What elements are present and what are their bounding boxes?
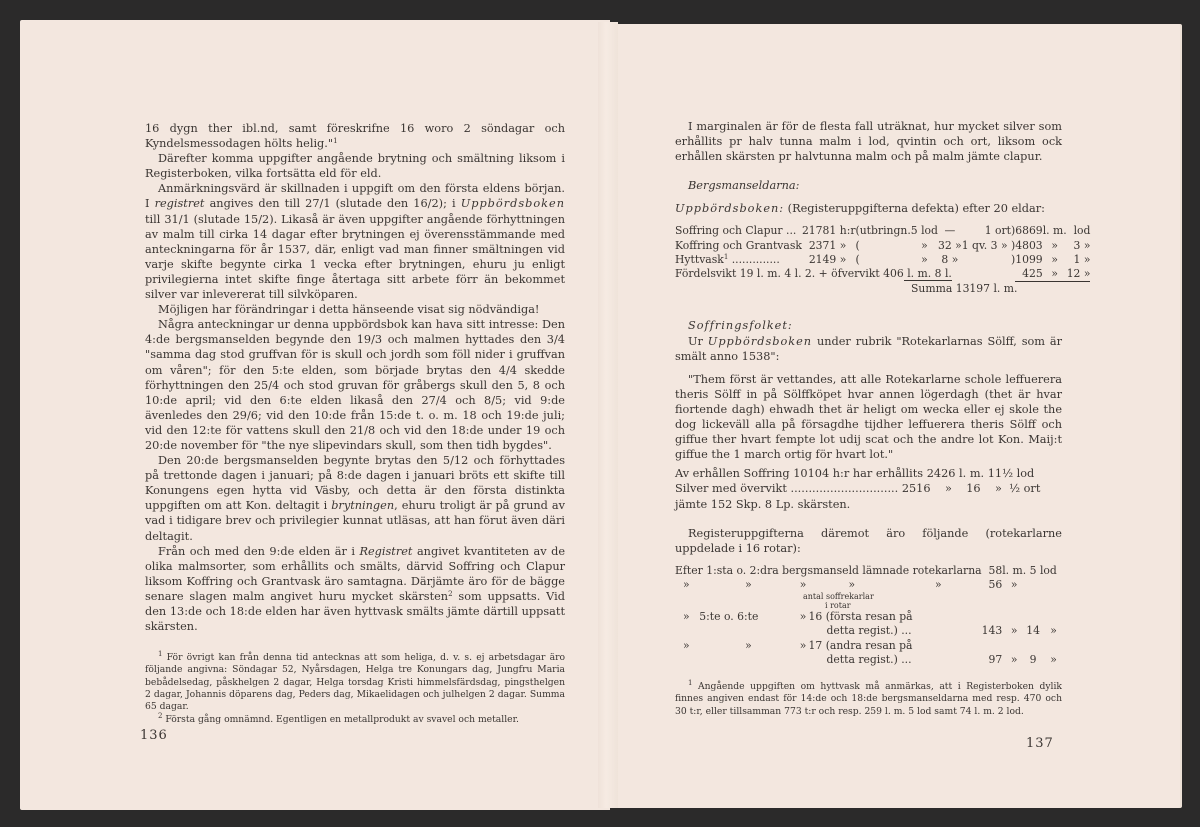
paragraph: Av erhållen Soffring 10104 h:r har erhållits 2426 l. m. 11½ lod: [675, 467, 1035, 481]
footnote: $^2$ Första gång omnämnd. Egentligen en metallprodukt av svavel och metaller.: [158, 711, 519, 725]
table-row: » 5:te o. 6:te » 16 (första resan på detta regist.) ... 143 » 14 »: [683, 610, 1057, 638]
paragraph: Några anteckningar ur denna uppbördsbok kan hava sitt intresse: Den 4:de bergsmanselden begynde den 19/3 och malmen hyttades den 3/4 "samma dag stod gruffvan för is skull och jordh som föll nider i gruffvan om våren"; för den 5:te elden, som började brytas den 4/4 skedde förhyttningen den 25/4 och stod gruvan för gråbergs skull den 5, 8 och 10:de april; vid den 6:te elden likaså den 27/4 och 8/5; vid 9:de ävenledes den 29/6; vid den 10:de från 15:de t. o. m. 18 och 19:de juli; vid den 12:te för vattens skull den 21/8 och vid den 18:de under 19 och 20:de november för "the nye slipevindars skull, som then tidh bygdes".: [145, 318, 565, 452]
summa-row: Summa 13197 l. m.: [911, 282, 1018, 296]
footnote: $^1$ Angående uppgiften om hyttvask må anmärkas, att i Registerboken dylik finnes angiven endast för 14:de och 18:de bergsmanseldarna med resp. 470 och 30 t:r, eller tillsamman 773 t:r och resp. 259 l. m. 5 lod samt 74 l. m. 2 lod.: [675, 679, 1062, 717]
right-page-text: [675, 119, 1091, 718]
quote: "Them först är vettandes, att alle Rotekarlarne schole leffuerera theris Sölff in på Sölffköpet hvar annen lögerdagh (thet är hvar fiortende dagh) ehwadh thet är heligt om wecka eller ej skole the dog lickeväll alla på försagdhe tijdher leffuerera theris Sölff och giffue ther hvart fempte lot udij scat och the andre lot Kon. Maij:t giffue the 1 march ortig för hvart lot.": [675, 372, 1062, 462]
page-number: 137: [1026, 736, 1054, 751]
paragraph: Anmärkningsvärd är skillnaden i uppgift om den första eldens början. I registret angives den till 27/1 (slutade den 16/2); i Uppbördsboken till 31/1 (slutade 15/2). Likaså är även uppgifter angående förhyttningen av malm till cirka 14 dagar efter brytningen ej överensstämmande med anteckningarna för år 1537, där, enligt vad man finner smältningen vid varje skifte begynte cirka 1 vecka efter brytningen, ehuru ju enligt privilegierna intet skifte finge återtaga sitt arbete förr än bekommet silver var inlevererat till silvköparen.: [145, 182, 565, 302]
section-heading: Bergsmanseldarna:: [688, 179, 800, 193]
paragraph: Den 20:de bergsmanselden begynte brytas den 5/12 och förhyttades på trettonde dagen i januari; på 8:de dagen i januari bröts ett skifte till Konungens egen hytta vid Väsby, och detta är den första distinkta uppgiften om att Kon. deltagit i brytningen, ehuru troligt är på grund av vad i tidigare brev och privilegier kunnat utläsas, att han förut även däri deltagit.: [145, 454, 566, 543]
paragraph: Uppbördsboken: (Registeruppgifterna defekta) efter 20 eldar:: [675, 202, 1045, 216]
table-row: » » » 17 (andra resan på detta regist.) ... 97 » 9 »: [683, 638, 1057, 666]
table-row: » » » » » 56 »: [683, 578, 1018, 591]
table-row: Hyttvask$^1$ .............. 2149 » ( » 8 » ) 1099 » 1 »: [675, 252, 1091, 266]
paragraph: Från och med den 9:de elden är i Registret angivet kvantiteten av de olika malmsorter, som erhållits och smälts, därvid Soffring och Clapur liksom Koffring och Grantvask äro samtagna. Därjämte äro för de bägge senare slagen malm angivet huru mycket skärsten$^2$ som uppsatts. Vid den 13:de och 18:de elden har även hyttvask smälts jämte därtill uppsatt skärsten.: [145, 544, 565, 634]
page-number: 136: [140, 728, 168, 743]
table-row: Koffring och Grantvask 2371 » ( » 32 » 1 qv. 3 » ) 4803 » 3 »: [675, 238, 1091, 252]
paragraph: Registeruppgifterna däremot äro följande (rotekarlarne uppdelade i 16 rotar):: [675, 526, 1062, 555]
register-table: [675, 564, 1057, 667]
left-page-text: [145, 121, 565, 726]
footnote: $^1$ För övrigt kan från denna tid antecknas att som heliga, d. v. s. ej arbetsdagar äro följande angivna: Söndagar 52, Nyårsdagen, Helga tre Konungars dag, Jungfru Maria bebådelsedag, påskhelgen 2 dagar, Helga torsdag Kristi himmelsfärdsdag, pingsthelgen 2 dagar, Johannis döparens dag, Peders dag, Mikaelidagen och julhelgen 2 dagar. Summa 65 dagar.: [145, 650, 565, 713]
paragraph: Möjligen har förändringar i detta hänseende visat sig nödvändiga!: [158, 303, 540, 317]
note-row: antal soffrekarlar i rotar: [803, 592, 874, 611]
table-row: Fördelsvikt 19 l. m. 4 l. 2. + öfvervikt 406 l. m. 8 l. 425 » 12 »: [675, 267, 1091, 281]
table-row: Soffring och Clapur ... 21781 h:r (utbringn. 5 lod — 1 ort) 6869 l. m. lod: [675, 224, 1091, 238]
paragraph: Därefter komma uppgifter angående brytning och smältning liksom i Registerboken, vilka fortsätta eld för eld.: [145, 152, 565, 181]
book-spine: [598, 22, 618, 808]
uppbordsboken-table: [675, 224, 1090, 296]
footnotes: [145, 652, 565, 726]
paragraph: 16 dygn ther ibl.nd, samt föreskrifne 16 woro 2 söndagar och Kyndelsmessodagen hölts helig."$^1$: [145, 122, 565, 151]
section-heading: Soffringsfolket:: [688, 319, 793, 333]
table-row: Efter 1:sta o. 2:dra bergsmanseld lämnade rotekarlarna 58 l. m. 5 lod: [675, 563, 1057, 577]
paragraph: jämte 152 Skp. 8 Lp. skärsten.: [675, 497, 851, 511]
silver-line: Silver med övervikt .............................. 2516 » 16 » ½ ort: [675, 482, 1041, 496]
paragraph: I marginalen är för de flesta fall uträknat, hur mycket silver som erhållits pr halv tunna malm i lod, qvintin och ort, liksom ock erhållen skärsten pr halvtunna malm och på malm jämte clapur.: [675, 120, 1062, 164]
paragraph: Ur Uppbördsboken under rubrik "Rotekarlarnas Sölff, som är smält anno 1538":: [675, 334, 1063, 363]
